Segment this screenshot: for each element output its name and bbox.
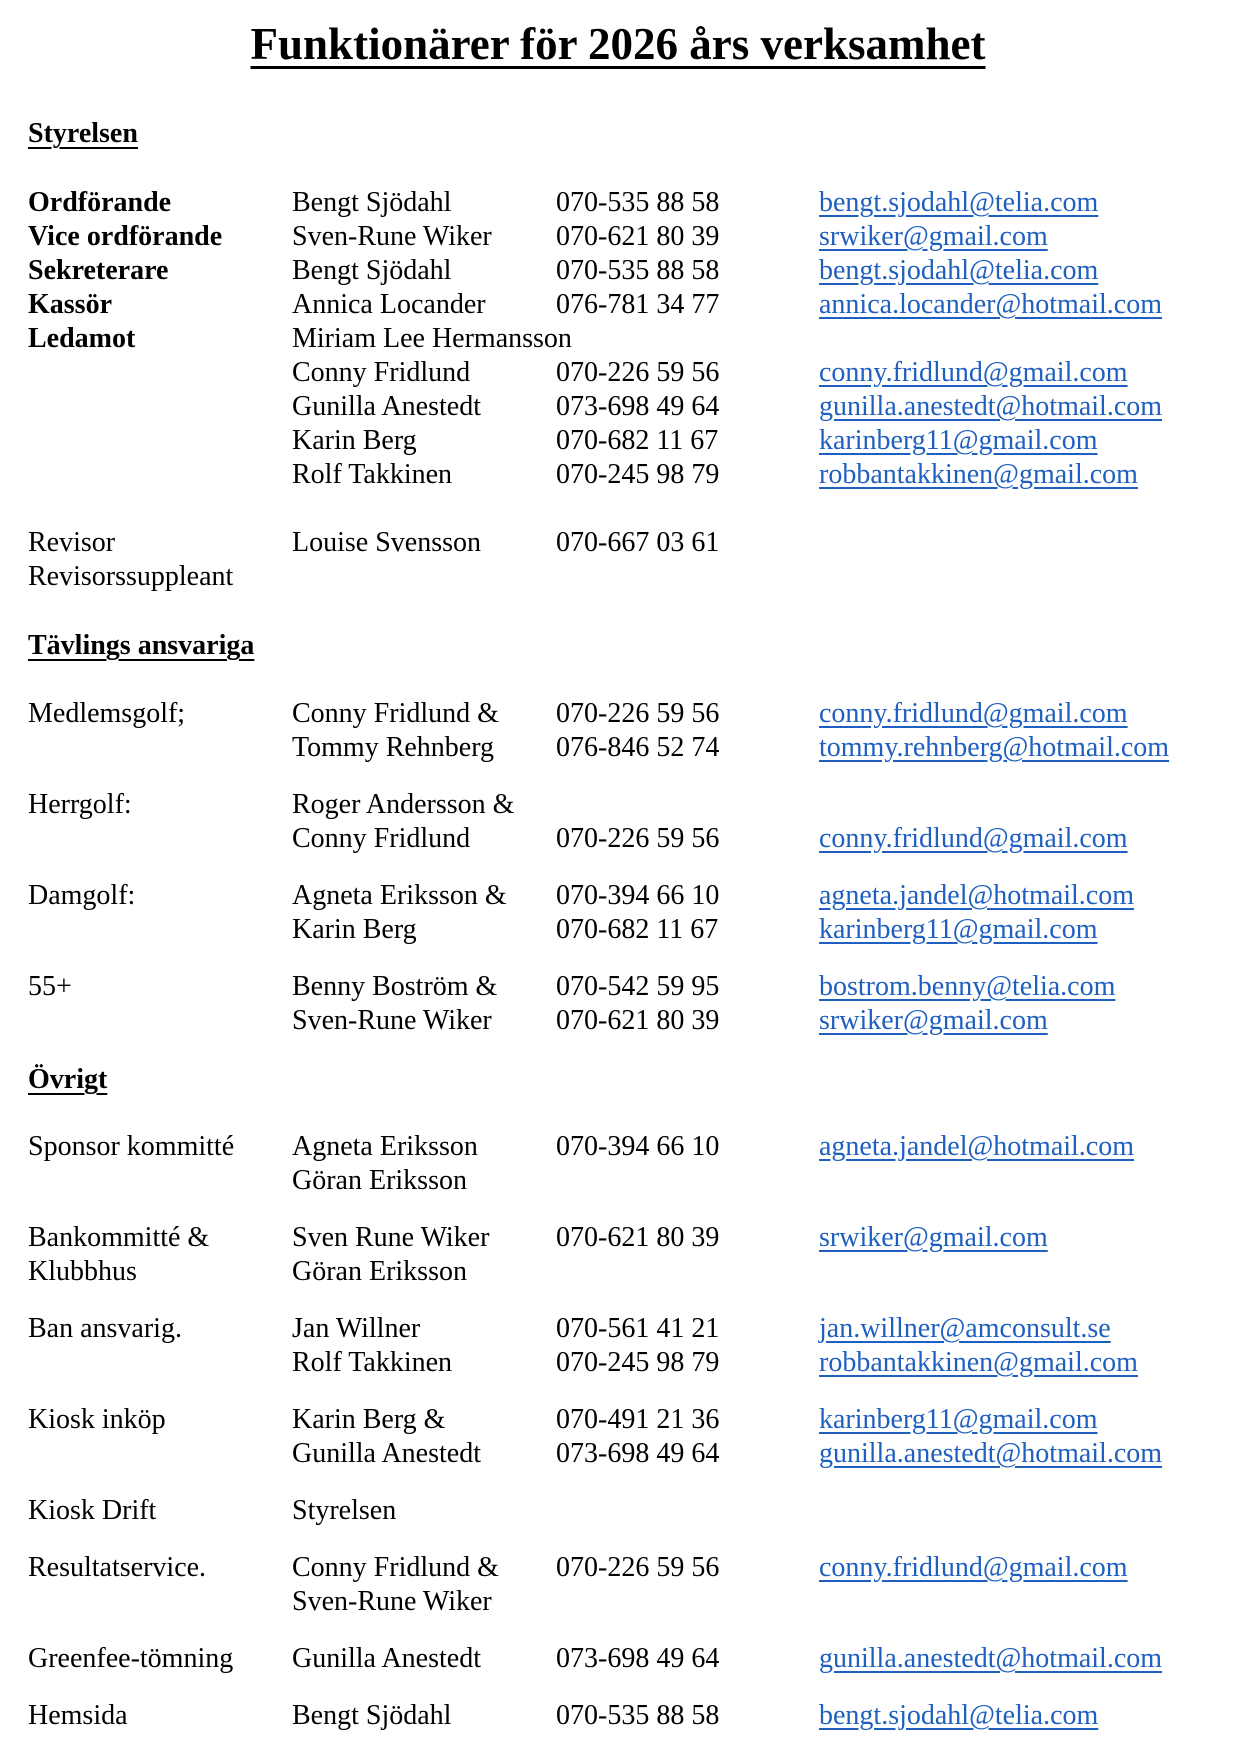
phone-number: 073-698 49 64 [556, 391, 720, 422]
person-name: Göran Eriksson [292, 1256, 467, 1287]
phone-number: 070-621 80 39 [556, 1005, 720, 1036]
phone-number: 070-226 59 56 [556, 1552, 720, 1583]
person-name: Sven-Rune Wiker [292, 221, 492, 252]
person-name: Conny Fridlund [292, 357, 471, 388]
person-name: Jan Willner [292, 1313, 421, 1344]
phone-number: 073-698 49 64 [556, 1643, 720, 1674]
phone-number: 076-781 34 77 [556, 289, 720, 320]
person-name: Agneta Eriksson & [292, 880, 507, 911]
person-name: Gunilla Anestedt [292, 391, 481, 422]
section-heading-ovrigt: Övrigt [28, 1064, 108, 1095]
phone-number: 070-394 66 10 [556, 1131, 720, 1162]
role-label: Hemsida [28, 1700, 128, 1731]
person-name: Sven-Rune Wiker [292, 1586, 492, 1617]
person-name: Göran Eriksson [292, 1165, 467, 1196]
person-name: Rolf Takkinen [292, 459, 453, 490]
role-label: Herrgolf: [28, 789, 132, 820]
person-name: Conny Fridlund [292, 823, 471, 854]
person-name: Karin Berg [292, 914, 417, 945]
phone-number: 070-245 98 79 [556, 1347, 720, 1378]
phone-number: 070-621 80 39 [556, 1222, 720, 1253]
role-label: Ledamot [28, 323, 136, 354]
email-link[interactable]: gunilla.anestedt@hotmail.com [819, 1438, 1163, 1469]
email-link[interactable]: conny.fridlund@gmail.com [819, 357, 1128, 388]
role-label: Ban ansvarig. [28, 1313, 182, 1344]
email-link[interactable]: srwiker@gmail.com [819, 221, 1048, 252]
email-link[interactable]: karinberg11@gmail.com [819, 914, 1098, 945]
email-link[interactable]: robbantakkinen@gmail.com [819, 1347, 1138, 1378]
phone-number: 070-621 80 39 [556, 221, 720, 252]
phone-number: 070-667 03 61 [556, 527, 720, 558]
phone-number: 070-226 59 56 [556, 698, 720, 729]
phone-number: 070-226 59 56 [556, 357, 720, 388]
person-name: Tommy Rehnberg [292, 732, 495, 763]
person-name: Conny Fridlund & [292, 1552, 499, 1583]
email-link[interactable]: gunilla.anestedt@hotmail.com [819, 1643, 1163, 1674]
person-name: Karin Berg & [292, 1404, 446, 1435]
page-title: Funktionärer för 2026 års verksamhet [250, 19, 986, 69]
section-heading-tavlings: Tävlings ansvariga [28, 630, 255, 661]
person-name: Sven Rune Wiker [292, 1222, 490, 1253]
role-label: Resultatservice. [28, 1552, 207, 1583]
person-name: Sven-Rune Wiker [292, 1005, 492, 1036]
phone-number: 070-535 88 58 [556, 187, 720, 218]
phone-number: 070-682 11 67 [556, 425, 719, 456]
person-name: Bengt Sjödahl [292, 1700, 452, 1731]
role-label: Medlemsgolf; [28, 698, 186, 729]
role-label: Revisorssuppleant [28, 561, 234, 592]
role-label: Kiosk inköp [28, 1404, 166, 1435]
person-name: Styrelsen [292, 1495, 397, 1526]
email-link[interactable]: bostrom.benny@telia.com [819, 971, 1116, 1002]
role-label: Bankommitté & [28, 1222, 210, 1253]
person-name: Louise Svensson [292, 527, 481, 558]
role-label: Greenfee-tömning [28, 1643, 234, 1674]
email-link[interactable]: conny.fridlund@gmail.com [819, 1552, 1128, 1583]
role-label: Kassör [28, 289, 112, 320]
role-label: Sponsor kommitté [28, 1131, 235, 1162]
person-name: Roger Andersson & [292, 789, 515, 820]
phone-number: 070-535 88 58 [556, 255, 720, 286]
phone-number: 070-394 66 10 [556, 880, 720, 911]
phone-number: 076-846 52 74 [556, 732, 720, 763]
person-name: Benny Boström & [292, 971, 498, 1002]
email-link[interactable]: agneta.jandel@hotmail.com [819, 1131, 1135, 1162]
person-name: Karin Berg [292, 425, 417, 456]
person-name: Gunilla Anestedt [292, 1438, 481, 1469]
email-link[interactable]: bengt.sjodahl@telia.com [819, 255, 1099, 286]
phone-number: 070-245 98 79 [556, 459, 720, 490]
email-link[interactable]: gunilla.anestedt@hotmail.com [819, 391, 1163, 422]
email-link[interactable]: annica.locander@hotmail.com [819, 289, 1162, 320]
role-label: Kiosk Drift [28, 1495, 157, 1526]
person-name: Bengt Sjödahl [292, 255, 452, 286]
phone-number: 073-698 49 64 [556, 1438, 720, 1469]
person-name: Conny Fridlund & [292, 698, 499, 729]
role-label: Klubbhus [28, 1256, 137, 1287]
person-name: Miriam Lee Hermansson [292, 323, 572, 354]
phone-number: 070-491 21 36 [556, 1404, 720, 1435]
role-label: Damgolf: [28, 880, 136, 911]
email-link[interactable]: agneta.jandel@hotmail.com [819, 880, 1135, 911]
email-link[interactable]: bengt.sjodahl@telia.com [819, 1700, 1099, 1731]
phone-number: 070-535 88 58 [556, 1700, 720, 1731]
role-label: Vice ordförande [28, 221, 223, 252]
email-link[interactable]: conny.fridlund@gmail.com [819, 823, 1128, 854]
person-name: Annica Locander [292, 289, 486, 320]
email-link[interactable]: srwiker@gmail.com [819, 1005, 1048, 1036]
email-link[interactable]: karinberg11@gmail.com [819, 425, 1098, 456]
role-label: Sekreterare [28, 255, 169, 286]
person-name: Bengt Sjödahl [292, 187, 452, 218]
phone-number: 070-682 11 67 [556, 914, 719, 945]
phone-number: 070-226 59 56 [556, 823, 720, 854]
phone-number: 070-542 59 95 [556, 971, 720, 1002]
email-link[interactable]: conny.fridlund@gmail.com [819, 698, 1128, 729]
email-link[interactable]: tommy.rehnberg@hotmail.com [819, 732, 1170, 763]
role-label: Ordförande [28, 187, 172, 218]
role-label: Revisor [28, 527, 116, 558]
role-label: 55+ [28, 971, 72, 1002]
email-link[interactable]: jan.willner@amconsult.se [819, 1313, 1111, 1344]
person-name: Agneta Eriksson [292, 1131, 478, 1162]
person-name: Rolf Takkinen [292, 1347, 453, 1378]
email-link[interactable]: robbantakkinen@gmail.com [819, 459, 1138, 490]
person-name: Gunilla Anestedt [292, 1643, 481, 1674]
email-link[interactable]: karinberg11@gmail.com [819, 1404, 1098, 1435]
section-heading-styrelsen: Styrelsen [28, 118, 138, 149]
email-link[interactable]: bengt.sjodahl@telia.com [819, 187, 1099, 218]
email-link[interactable]: srwiker@gmail.com [819, 1222, 1048, 1253]
phone-number: 070-561 41 21 [556, 1313, 720, 1344]
